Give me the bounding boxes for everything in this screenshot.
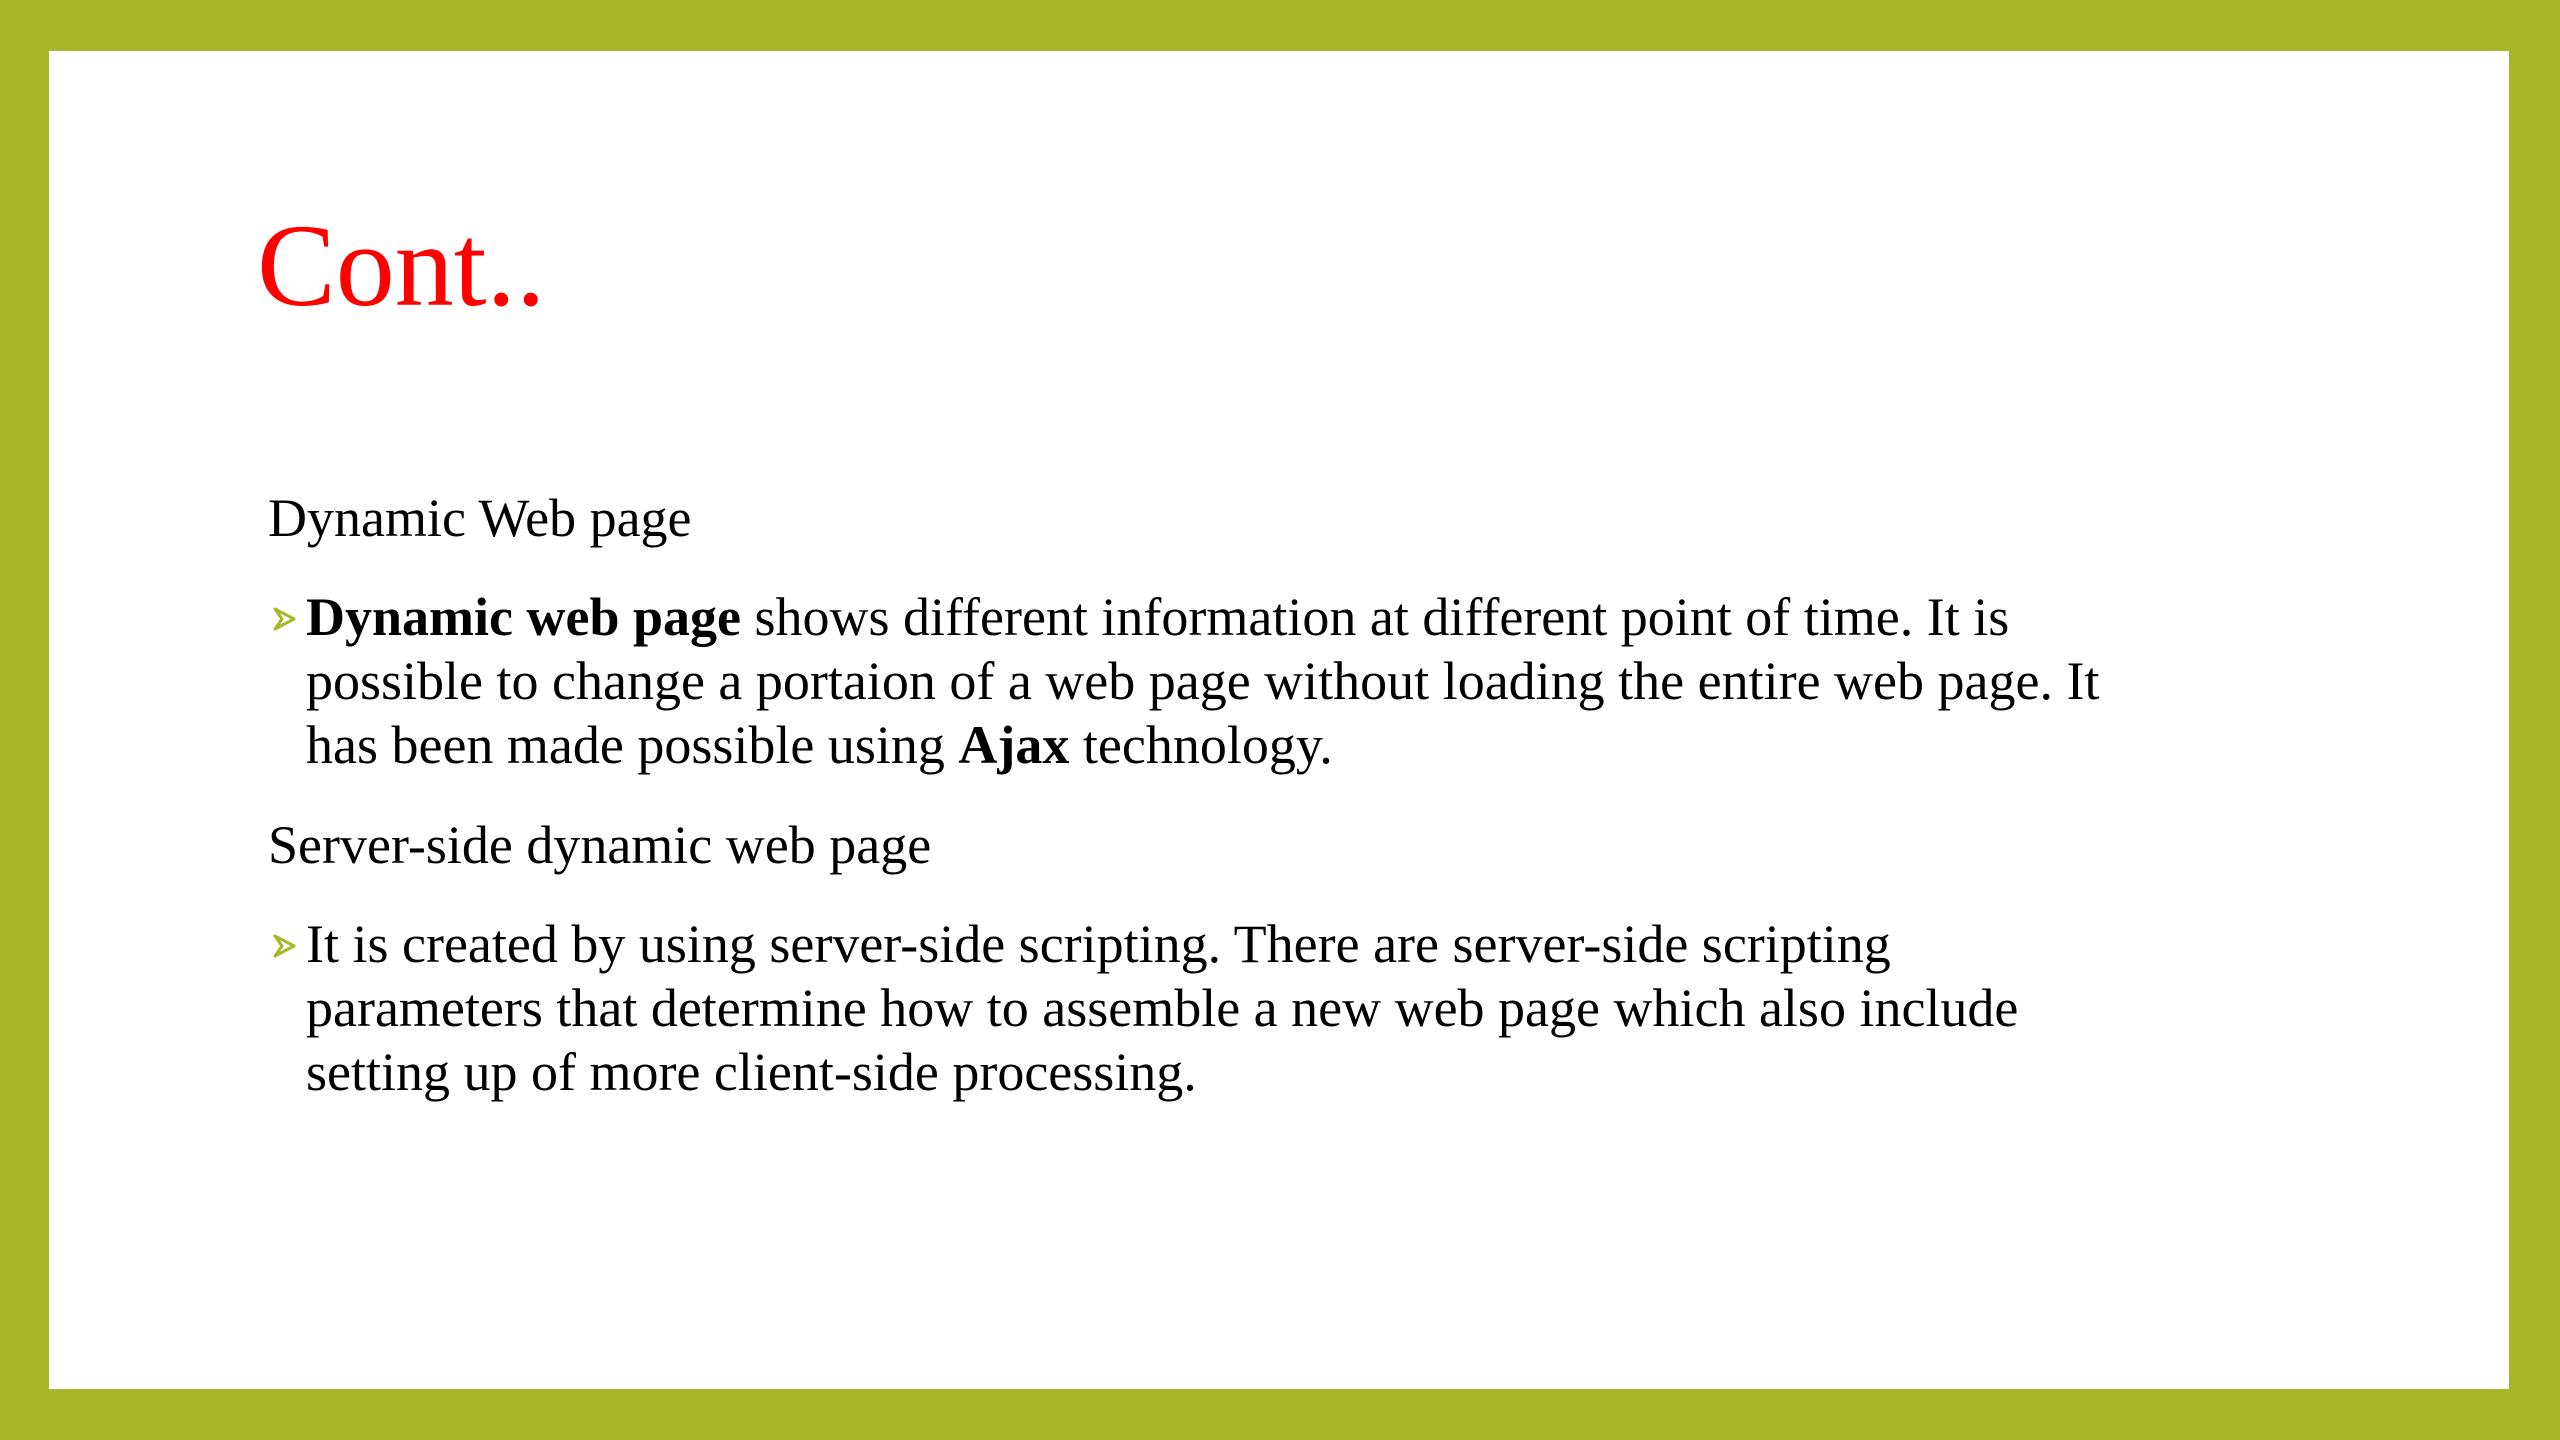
bold-term-ajax: Ajax [958, 715, 1070, 775]
bullet-dynamic-web-page [268, 585, 2368, 777]
bullet-server-side-dynamic-web-page [268, 912, 2368, 1104]
bullet-line-3: setting up of more client-side processing. [306, 1042, 1197, 1102]
bullet-line-2: parameters that determine how to assemble a new web page which also include [306, 978, 2019, 1038]
section-heading-dynamic-web-page: Dynamic Web page [268, 488, 692, 548]
bold-term-dynamic-web-page: Dynamic web page [306, 587, 741, 647]
arrowhead-bullet-icon [270, 605, 298, 633]
bullet-line-3 [306, 713, 2368, 777]
bullet-text: has been made possible using [306, 715, 959, 775]
bullet-line-1: It is created by using server-side scripting. There are server-side scripting [306, 914, 1891, 974]
bullet-text: shows different information at different point of time. It is [740, 587, 2010, 647]
bullet-text: technology. [1069, 715, 1333, 775]
bullet-line-1 [306, 585, 2368, 649]
slide-body [268, 486, 2368, 1140]
slide [49, 51, 2509, 1389]
bullet-line-2: possible to change a portaion of a web page without loading the entire web page. It [306, 651, 2100, 711]
slide-title: Cont.. [257, 200, 546, 331]
arrowhead-bullet-icon [270, 932, 298, 960]
section-heading-server-side-dynamic-web-page: Server-side dynamic web page [268, 815, 932, 875]
